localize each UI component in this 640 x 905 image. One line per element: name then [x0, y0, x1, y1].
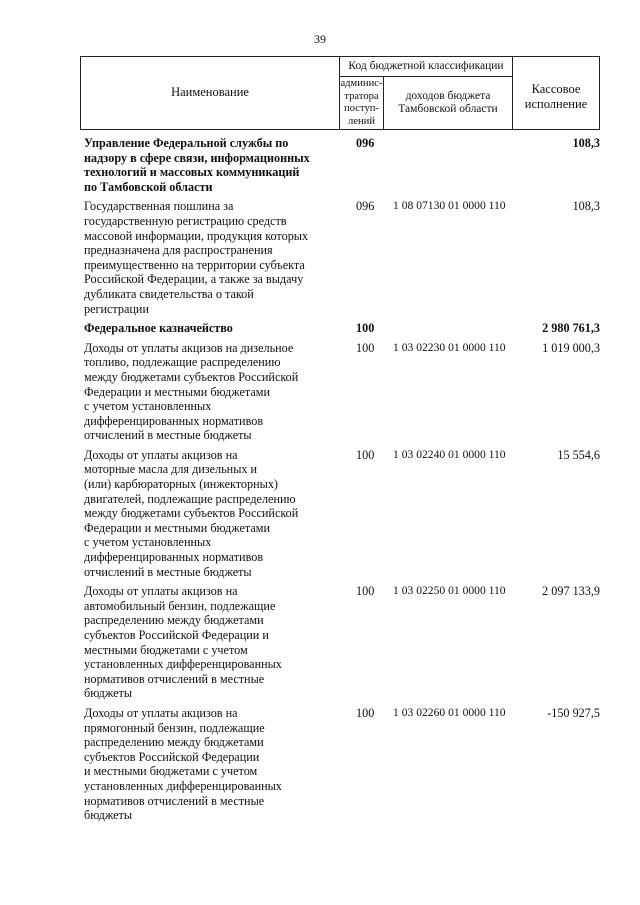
row-name-line: топливо, подлежащие распределению: [84, 355, 281, 370]
table-row: [84, 341, 600, 443]
row-name-line: установленных дифференцированных: [84, 657, 282, 672]
row-name-line: Доходы от уплаты акцизов на: [84, 584, 238, 599]
row-admin-code: 096: [356, 199, 375, 214]
header-income-label: доходов бюджета Тамбовской области: [398, 90, 498, 115]
row-name: [84, 136, 336, 194]
row-name-line: массовой информации, продукция которых: [84, 228, 309, 243]
table-row: [84, 584, 600, 701]
row-name-line: преимущественно на территории субъекта: [84, 257, 305, 272]
row-name: [84, 584, 336, 701]
row-name: [84, 199, 336, 316]
row-name-line: отчислений в местные бюджеты: [84, 564, 252, 579]
page-number: 39: [314, 32, 326, 46]
row-admin-code: 100: [356, 584, 375, 599]
row-amount: -150 927,5: [547, 705, 600, 720]
row-name-line: Доходы от уплаты акцизов на: [84, 705, 238, 720]
row-name-line: двигателей, подлежащие распределению: [84, 491, 296, 506]
row-name-line: моторные масла для дизельных и: [84, 462, 258, 477]
row-income-code: 1 03 02250 01 0000 110: [393, 584, 506, 598]
row-name-line: установленных дифференцированных: [84, 778, 282, 793]
row-name-line: регистрации: [84, 301, 149, 316]
row-name-line: нормативов отчислений в местные: [84, 793, 265, 808]
row-name-line: государственную регистрацию средств: [84, 213, 287, 228]
row-name-line: надзору в сфере связи, информационных: [84, 150, 310, 165]
row-admin-code: 100: [356, 705, 375, 720]
row-income-code: [391, 321, 519, 336]
row-income-code: [391, 136, 519, 194]
row-amount: 15 554,6: [557, 447, 600, 462]
row-name-line: дифференцированных нормативов: [84, 550, 264, 565]
table-row: [84, 136, 600, 194]
row-name-line: между бюджетами субъектов Российской: [84, 369, 299, 384]
row-admin-code: 100: [356, 340, 375, 355]
row-income-code: 1 03 02260 01 0000 110: [393, 705, 506, 719]
row-name: [84, 341, 336, 443]
row-name-line: с учетом установленных: [84, 535, 212, 550]
table-row: [84, 199, 600, 316]
row-name-line: Российской Федерации, а также за выдачу: [84, 272, 304, 287]
row-name-line: Федерации и местными бюджетами: [84, 520, 271, 535]
table-body: [84, 136, 600, 828]
table-row: [84, 706, 600, 823]
table-header: [80, 56, 600, 130]
row-amount: 108,3: [572, 199, 600, 214]
row-name-line: субъектов Российской Федерации и: [84, 628, 269, 642]
row-name-line: (или) карбюраторных (инжекторных): [84, 477, 278, 492]
row-name-line: Доходы от уплаты акцизов на дизельное: [84, 340, 294, 355]
row-name-line: Федерации и местными бюджетами: [84, 384, 271, 399]
row-name-line: по Тамбовской области: [84, 179, 213, 194]
row-name-line: предназначена для распространения: [84, 243, 273, 258]
row-name-line: с учетом установленных: [84, 399, 212, 414]
table-row: [84, 448, 600, 579]
row-name-line: дубликата свидетельства о такой: [84, 286, 254, 301]
row-admin-code: 100: [356, 321, 375, 336]
row-name-line: бюджеты: [84, 686, 133, 701]
row-name: [84, 448, 336, 579]
row-income-code: 1 08 07130 01 0000 110: [393, 199, 506, 213]
row-admin-code: 096: [356, 136, 375, 150]
row-income-code: 1 03 02230 01 0000 110: [393, 340, 506, 354]
row-amount: 1 019 000,3: [542, 340, 600, 355]
header-name-label: Наименование: [171, 85, 249, 99]
row-name-line: отчислений в местные бюджеты: [84, 428, 252, 443]
row-name-line: Государственная пошлина за: [84, 199, 234, 214]
row-name: [84, 706, 336, 823]
row-name-line: Доходы от уплаты акцизов на: [84, 447, 238, 462]
row-name-line: Федеральное казначейство: [84, 321, 233, 336]
row-name-line: бюджеты: [84, 808, 133, 823]
row-name-line: прямогонный бензин, подлежащие: [84, 720, 265, 735]
row-name-line: технологий и массовых коммуникаций: [84, 165, 300, 180]
row-name-line: и местными бюджетами с учетом: [84, 764, 258, 779]
row-amount: 2 097 133,9: [542, 584, 600, 599]
row-amount: 2 980 761,3: [542, 321, 600, 336]
row-name-line: между бюджетами субъектов Российской: [84, 506, 299, 521]
header-code-group-label: Код бюджетной классификации: [348, 60, 504, 72]
header-execution-label: Кассовое исполнение: [524, 82, 588, 111]
header-admin-label: админис- тратора поступ- лений: [340, 78, 383, 127]
row-name-line: дифференцированных нормативов: [84, 413, 264, 428]
table-row: [84, 321, 600, 336]
row-name-line: распределению между бюджетами: [84, 613, 264, 628]
row-amount: 108,3: [572, 136, 600, 150]
row-name-line: распределению между бюджетами: [84, 735, 264, 750]
row-admin-code: 100: [356, 447, 375, 462]
row-name-line: местными бюджетами с учетом: [84, 642, 248, 657]
row-name: [84, 321, 336, 336]
row-name-line: нормативов отчислений в местные: [84, 671, 265, 686]
row-name-line: субъектов Российской Федерации: [84, 749, 260, 764]
row-name-line: автомобильный бензин, подлежащие: [84, 598, 276, 613]
row-name-line: Управление Федеральной службы по: [84, 136, 289, 150]
row-income-code: 1 03 02240 01 0000 110: [393, 447, 506, 461]
